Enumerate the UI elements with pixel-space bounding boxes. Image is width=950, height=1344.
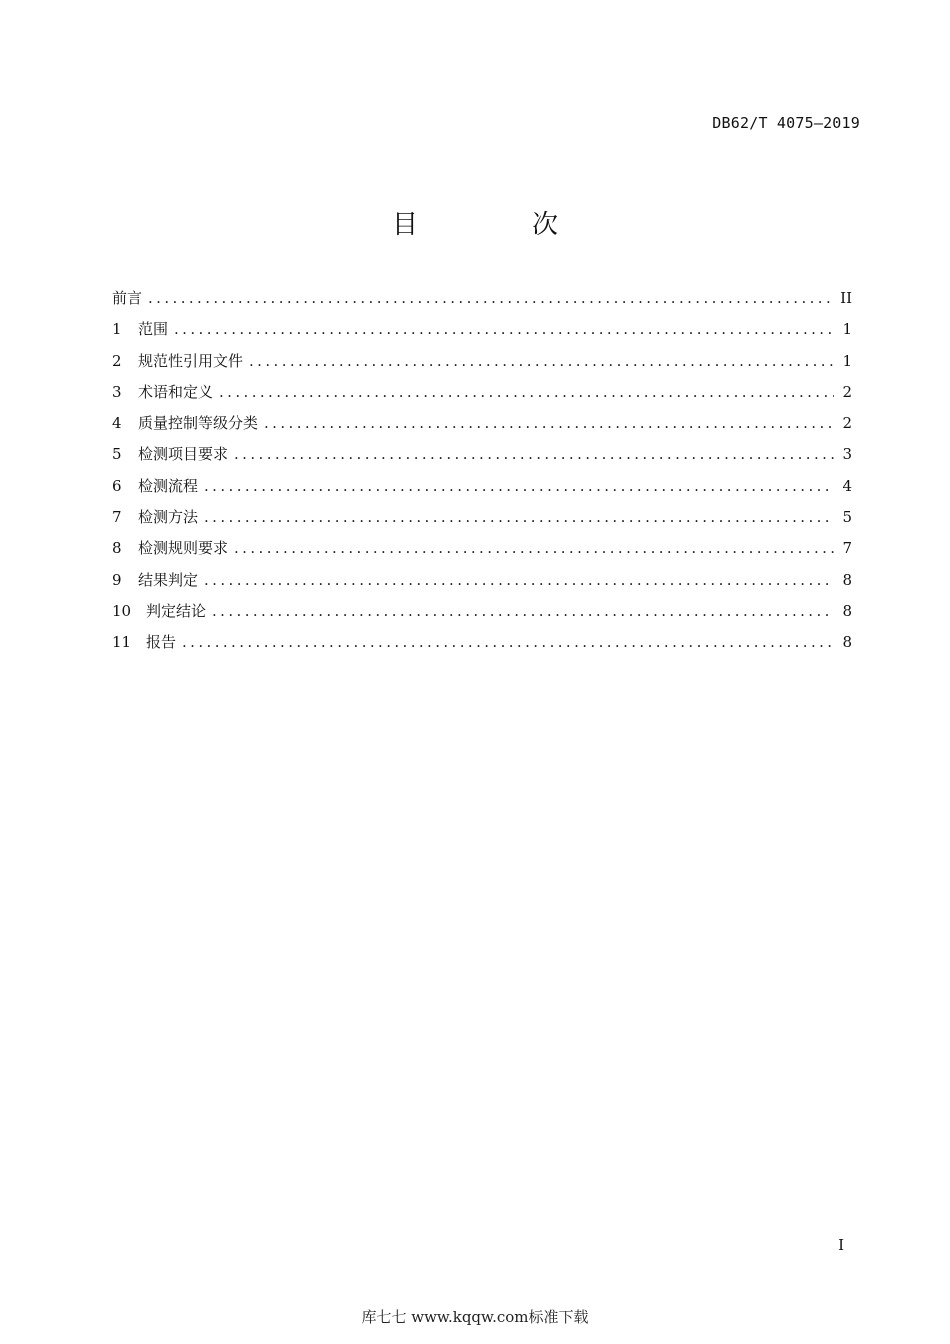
toc-entry-number: 1 (112, 320, 122, 339)
table-of-contents (112, 283, 852, 659)
toc-entry-6[interactable] (112, 471, 852, 502)
toc-entry-4[interactable] (112, 408, 852, 439)
toc-entry-title: 范围 (138, 320, 169, 339)
toc-entry-7[interactable] (112, 502, 852, 533)
toc-entry-title: 判定结论 (146, 601, 207, 620)
dot-leader (182, 627, 834, 658)
toc-entry-page: 7 (842, 539, 852, 558)
toc-entry-3[interactable] (112, 377, 852, 408)
toc-entry-page: 2 (842, 414, 852, 433)
toc-entry-number: 9 (112, 570, 122, 589)
toc-entry-10[interactable] (112, 596, 852, 627)
dot-leader (249, 346, 834, 377)
toc-entry-number: 10 (112, 601, 132, 620)
toc-entry-1[interactable] (112, 314, 852, 345)
toc-entry-number: 8 (112, 539, 122, 558)
dot-leader (234, 533, 834, 564)
toc-entry-number: 5 (112, 445, 122, 464)
toc-entry-title: 规范性引用文件 (138, 351, 244, 370)
dot-leader (204, 565, 834, 596)
dot-leader (204, 502, 834, 533)
toc-entry-9[interactable] (112, 565, 852, 596)
toc-entry-page: 3 (842, 445, 852, 464)
toc-entry-title: 检测流程 (138, 476, 199, 495)
toc-entry-number: 7 (112, 508, 122, 527)
page-number: I (838, 1236, 844, 1254)
toc-entry-number: 3 (112, 382, 122, 401)
toc-entry-title: 术语和定义 (138, 382, 214, 401)
toc-entry-8[interactable] (112, 533, 852, 564)
toc-entry-number: 2 (112, 351, 122, 370)
toc-entry-2[interactable] (112, 346, 852, 377)
dot-leader (264, 408, 834, 439)
toc-entry-page: II (840, 289, 852, 307)
toc-entry-page: 2 (842, 382, 852, 401)
watermark-text: 库七七 www.kqqw.com标准下载 (361, 1308, 589, 1326)
dot-leader (148, 283, 834, 314)
page-title: 目 次 (391, 210, 602, 240)
toc-entry-number: 6 (112, 476, 122, 495)
dot-leader (234, 439, 834, 470)
toc-entry-5[interactable] (112, 439, 852, 470)
toc-entry-title: 结果判定 (138, 570, 199, 589)
dot-leader (212, 596, 834, 627)
dot-leader (219, 377, 834, 408)
toc-entry-title: 前言 (112, 289, 143, 307)
toc-entry-page: 1 (842, 320, 852, 339)
toc-entry-preface[interactable] (112, 283, 852, 314)
toc-entry-title: 检测方法 (138, 508, 199, 527)
dot-leader (174, 314, 834, 345)
toc-entry-title: 质量控制等级分类 (138, 414, 259, 433)
toc-entry-title: 检测规则要求 (138, 539, 229, 558)
dot-leader (204, 471, 834, 502)
toc-entry-page: 5 (842, 508, 852, 527)
toc-entry-page: 4 (842, 476, 852, 495)
toc-entry-page: 8 (842, 601, 852, 620)
toc-entry-number: 4 (112, 414, 122, 433)
toc-entry-title: 报告 (146, 633, 177, 652)
toc-entry-page: 8 (842, 570, 852, 589)
toc-entry-page: 8 (842, 633, 852, 652)
standard-code: DB62/T 4075—2019 (712, 114, 860, 132)
toc-entry-page: 1 (842, 351, 852, 370)
toc-entry-title: 检测项目要求 (138, 445, 229, 464)
toc-entry-11[interactable] (112, 627, 852, 658)
toc-entry-number: 11 (112, 633, 132, 652)
